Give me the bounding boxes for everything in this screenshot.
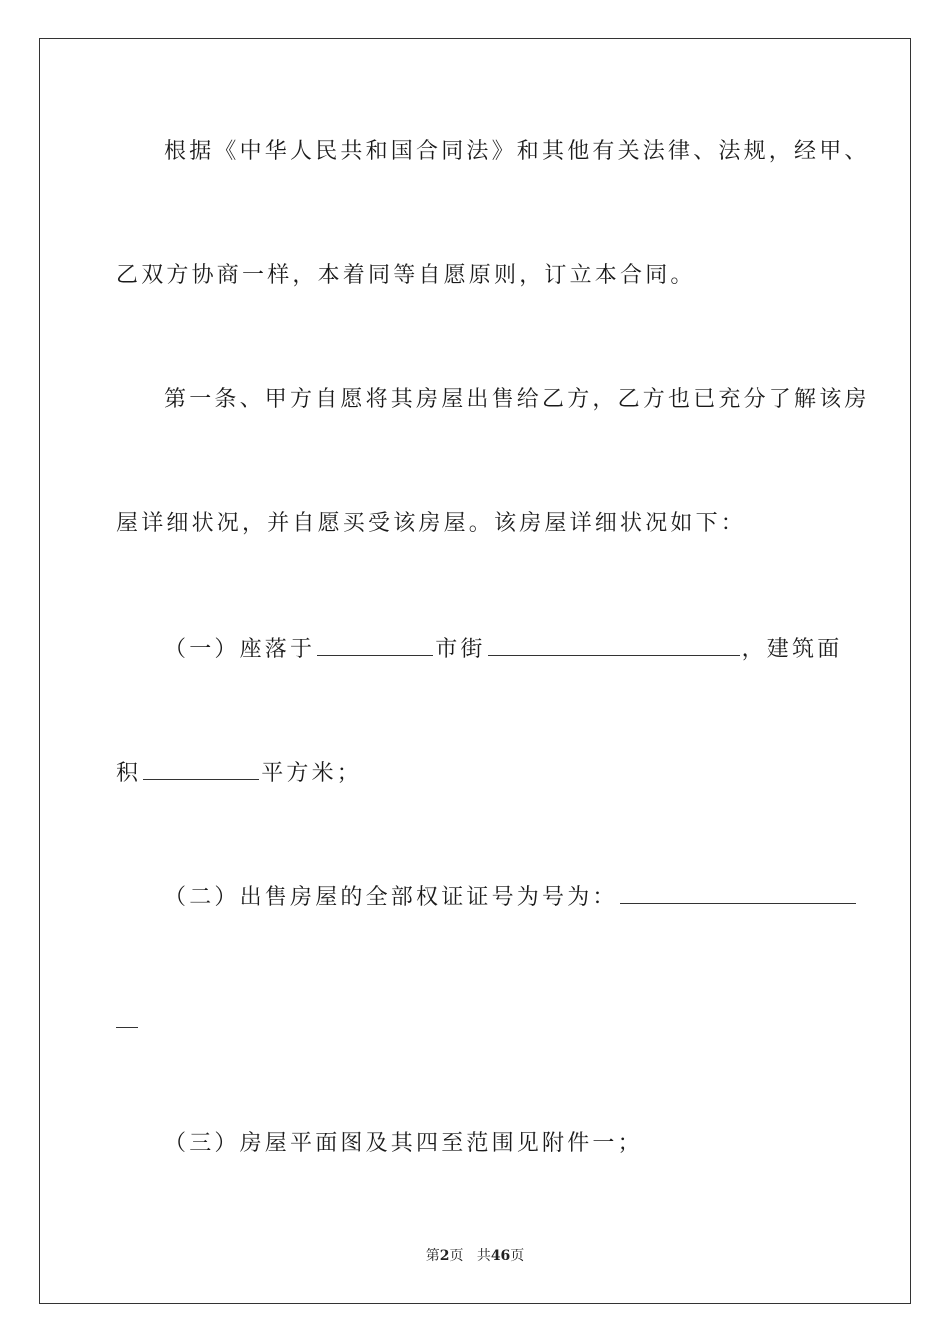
item-1-line-1: [164, 633, 842, 665]
item-3-line: （三）房屋平面图及其四至范围见附件一；: [164, 1131, 643, 1156]
page-label-pre: 第: [425, 1248, 440, 1264]
item-1-prefix: （一）座落于: [164, 637, 316, 662]
certificate-number-blank: [620, 881, 856, 904]
total-label-post: 页: [510, 1248, 525, 1264]
item-1-line-2-prefix: 积: [116, 761, 142, 786]
paragraph-1-line-2: 乙双方协商一样，本着同等自愿原则，订立本合同。: [116, 263, 696, 288]
paragraph-2-line-2: 屋详细状况，并自愿买受该房屋。该房屋详细状况如下：: [116, 511, 747, 536]
item-2-text: （二）出售房屋的全部权证证号为号为：: [164, 885, 618, 910]
item-1-line-2: [116, 757, 362, 789]
item-2-line: [164, 881, 858, 913]
item-2-continuation: [116, 1005, 140, 1037]
page-footer: [0, 1245, 950, 1265]
total-pages: 46: [490, 1248, 511, 1264]
area-blank: [143, 757, 259, 780]
item-1-mid: 市街: [435, 637, 486, 662]
page-label-post: 页: [449, 1248, 464, 1264]
certificate-number-blank-continued: [116, 1005, 138, 1028]
page-border: [39, 38, 911, 1304]
item-1-suffix: ，建筑面: [741, 637, 843, 662]
paragraph-2-line-1: 第一条、甲方自愿将其房屋出售给乙方，乙方也已充分了解该房: [164, 387, 870, 412]
city-blank: [317, 633, 433, 656]
page-number: 2: [439, 1248, 450, 1264]
total-label-pre: 共: [476, 1248, 491, 1264]
street-blank: [488, 633, 740, 656]
paragraph-1-line-1: 根据《中华人民共和国合同法》和其他有关法律、法规，经甲、: [164, 139, 870, 164]
item-1-line-2-suffix: 平方米；: [261, 761, 363, 786]
